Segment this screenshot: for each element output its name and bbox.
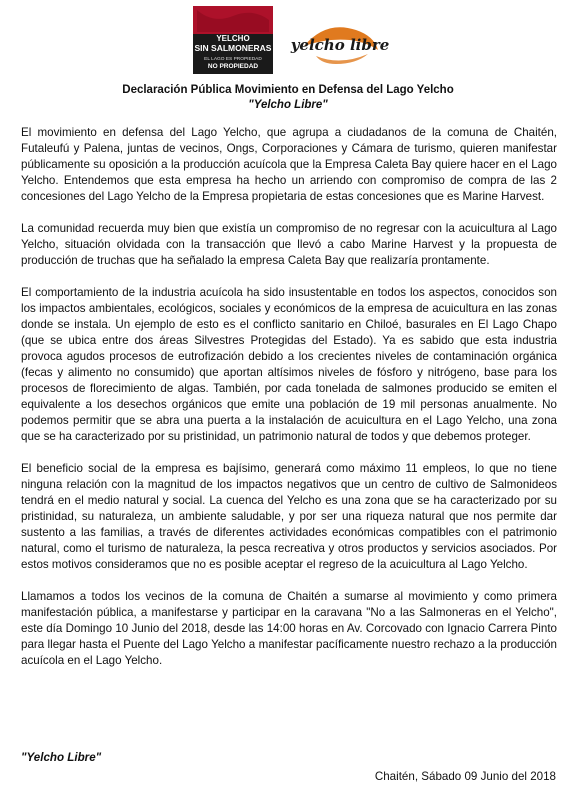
yelcho-sin-salmoneras-logo bbox=[193, 6, 273, 74]
logo-left-line-1: YELCHO bbox=[216, 34, 250, 43]
paragraph-2: La comunidad recuerda muy bien que existía un compromiso de no regresar con la acuicultura al Lago Yelcho, situación olvidada con la transacción que llevó a cabo Marine Harvest y la propuesta de producción de truchas que ha señalado la empresa Caleta Bay que realizaría prontamente. bbox=[21, 222, 557, 267]
document-title: Declaración Pública Movimiento en Defensa del Lago Yelcho bbox=[122, 84, 454, 96]
paragraph-5: Llamamos a todos los vecinos de la comuna de Chaitén a sumarse al movimiento y como primera manifestación pública, a manifestarse y participar en la caravana "No a las Salmoneras en el Yelcho", este día Domingo 10 Junio del 2018, desde las 14:00 horas en Av. Corcovado con Ignacio Carrera Pinto para llegar hasta el Puente del Lago Yelcho a manifestar pacíficamente nuestro rechazo a la producción acuícola en el Lago Yelcho. bbox=[21, 590, 557, 667]
logo-right-text: yelcho libre bbox=[290, 36, 390, 54]
yelcho-libre-logo bbox=[290, 16, 390, 72]
document-body bbox=[21, 125, 557, 685]
logo-left-line-2: SIN SALMONERAS bbox=[194, 43, 272, 53]
logo-bar bbox=[0, 6, 576, 74]
paragraph-4: El beneficio social de la empresa es bajísimo, generará como máximo 11 empleos, lo que no tiene ninguna relación con la magnitud de los impactos negativos que un centro de cultivo de Salmonideos tendrá en el medio natural y social. La cuenca del Yelcho es una zona que se ha caracterizado por su pristinidad, su naturaleza, un ambiente saludable, y por ser una riqueza natural que nos permite dar sustento a las familias, a través de diferentes actividades económicas compatibles con el patrimonio natural, como el turismo de naturaleza, la pesca recreativa y otros productos y servicios asociados. Por estos motivos consideramos que no es posible aceptar el regreso de la acuicultura al Lago Yelcho. bbox=[21, 462, 557, 571]
logo-left-line-4: NO PROPIEDAD bbox=[207, 63, 259, 70]
logo-left-line-3: EL LAGO ES PROPIEDAD bbox=[204, 57, 262, 62]
paragraph-3: El comportamiento de la industria acuícola ha sido insustentable en todos los aspectos, conocidos son los impactos ambientales, ecológicos, sociales y económicos de la empresa de acuicultura en las zonas donde se instala. Un ejemplo de esto es el conflicto sanitario en Chiloé, basurales en El Lago Chapo (que se ubica entre dos áreas Silvestres Protegidas del Estado). Ya es sabido que esta industria provoca agudos procesos de eutrofización debido a los crecientes niveles de contaminación orgánica (fecas y alimento no consumido) que aportan altísimos niveles de fósforo y nitrógeno, base para los procesos de florecimiento de algas. También, por cada tonelada de salmones producido se emiten el equivalente a los desechos orgánicos que emite una población de 19 mil personas anualmente. No podemos permitir que se abra una puerta a la instalación de acuicultura en el Lago Yelcho, una zona que se ha caracterizado por su pristinidad, un patrimonio natural de todos y que debemos proteger. bbox=[21, 286, 557, 443]
document-header bbox=[0, 83, 576, 113]
document-subtitle: "Yelcho Libre" bbox=[248, 99, 328, 111]
paragraph-1: El movimiento en defensa del Lago Yelcho, que agrupa a ciudadanos de la comuna de Chaitén, Futaleufú y Palena, juntas de vecinos, Ongs, Corporaciones y Cámara de turismo, quieren manifestar públicamente su oposición a la producción acuícola que la Empresa Caleta Bay quiere hacer en el Lago Yelcho. Entendemos que esta empresa ha hecho un arriendo con compromiso de compra de las 2 concesiones del Lago Yelcho de la Empresa propietaria de estas concesiones que es Marine Harvest. bbox=[21, 126, 557, 203]
signature-date: Chaitén, Sábado 09 Junio del 2018 bbox=[374, 770, 556, 783]
closing-slogan: "Yelcho Libre" bbox=[21, 751, 102, 764]
